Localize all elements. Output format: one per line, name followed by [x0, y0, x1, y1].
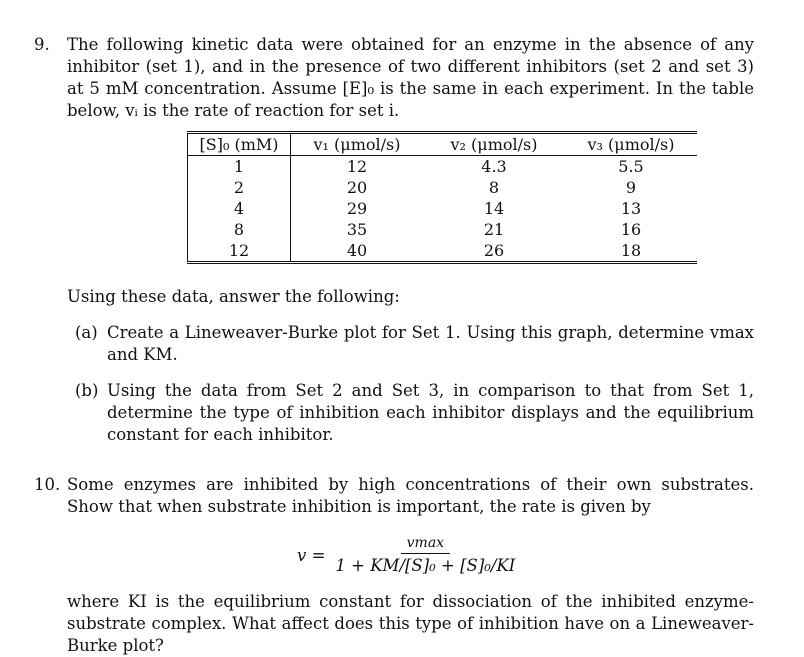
part-a-label: (a): [75, 323, 98, 342]
cell-v2: 8: [488, 178, 500, 197]
part-b-text: Using the data from Set 2 and Set 3, in comparison to that from Set 1, determine the type of inhibition each inhibitor displays and the equilibrium constant for each inhibitor.: [107, 381, 754, 444]
cell-v2: 14: [483, 199, 505, 218]
cell-substrate: 4: [188, 198, 291, 219]
cell-v3: 9: [625, 178, 637, 197]
part-a: [67, 322, 754, 366]
formula-fraction: [335, 534, 515, 577]
formula-lhs: v =: [297, 545, 326, 565]
cell-substrate: 8: [188, 219, 291, 240]
cell-v3: 13: [620, 199, 642, 218]
table-row: [188, 219, 698, 240]
cell-v1: 20: [346, 178, 368, 197]
part-b-label: (b): [75, 381, 99, 400]
cell-substrate: 1: [188, 156, 291, 178]
part-a-text: Create a Lineweaver-Burke plot for Set 1. Using this graph, determine vmax and KM.: [107, 323, 754, 364]
cell-v3: 18: [620, 241, 642, 260]
header-v2: v₂ (μmol/s): [450, 135, 538, 154]
problem-9-body: [67, 34, 754, 446]
formula-denominator: 1 + KM/[S]₀ + [S]₀/KI: [335, 556, 516, 575]
problem-9-number: 9.: [34, 35, 50, 54]
table-row: [188, 198, 698, 219]
cell-v3: 5.5: [618, 157, 644, 176]
table-row: [188, 177, 698, 198]
cell-substrate: 12: [188, 240, 291, 263]
part-b: [67, 380, 754, 446]
cell-substrate: 2: [188, 177, 291, 198]
problem-10-statement: Some enzymes are inhibited by high concentrations of their own substrates. Show that when substrate inhibition is important, the rate is given by: [67, 475, 754, 516]
cell-v1: 12: [346, 157, 368, 176]
problem-9-intro: Using these data, answer the following:: [67, 287, 400, 306]
kinetic-data-table-wrap: [187, 131, 754, 264]
cell-v2: 4.3: [481, 157, 507, 176]
header-v3: v₃ (μmol/s): [587, 135, 675, 154]
rate-formula: [297, 534, 754, 577]
cell-v1: 35: [346, 220, 368, 239]
cell-v3: 16: [620, 220, 642, 239]
header-v1: v₁ (μmol/s): [313, 135, 401, 154]
header-substrate: [S]₀ (mM): [188, 133, 291, 156]
cell-v1: 40: [346, 241, 368, 260]
problem-10: [34, 474, 754, 657]
table-row: [188, 240, 698, 263]
formula-numerator: vmax: [401, 534, 450, 554]
table-row: [188, 156, 698, 178]
kinetic-data-table: [187, 131, 697, 264]
problem-10-body: [67, 474, 754, 657]
cell-v1: 29: [346, 199, 368, 218]
cell-v2: 21: [483, 220, 505, 239]
cell-v2: 26: [483, 241, 505, 260]
problem-9: [34, 34, 754, 446]
problem-10-closing: where KI is the equilibrium constant for dissociation of the inhibited enzyme-substrate complex. What affect does this type of inhibition have on a Lineweaver-Burke plot?: [67, 592, 754, 655]
table-header-row: [188, 133, 698, 156]
problem-10-number: 10.: [34, 475, 61, 494]
problem-9-statement: The following kinetic data were obtained for an enzyme in the absence of any inhibitor (set 1), and in the presence of two different inhibitors (set 2 and set 3) at 5 mM concentration. Assume [E]₀ is the same in each experiment. In the table below, vᵢ is the rate of reaction for set i.: [67, 35, 754, 120]
